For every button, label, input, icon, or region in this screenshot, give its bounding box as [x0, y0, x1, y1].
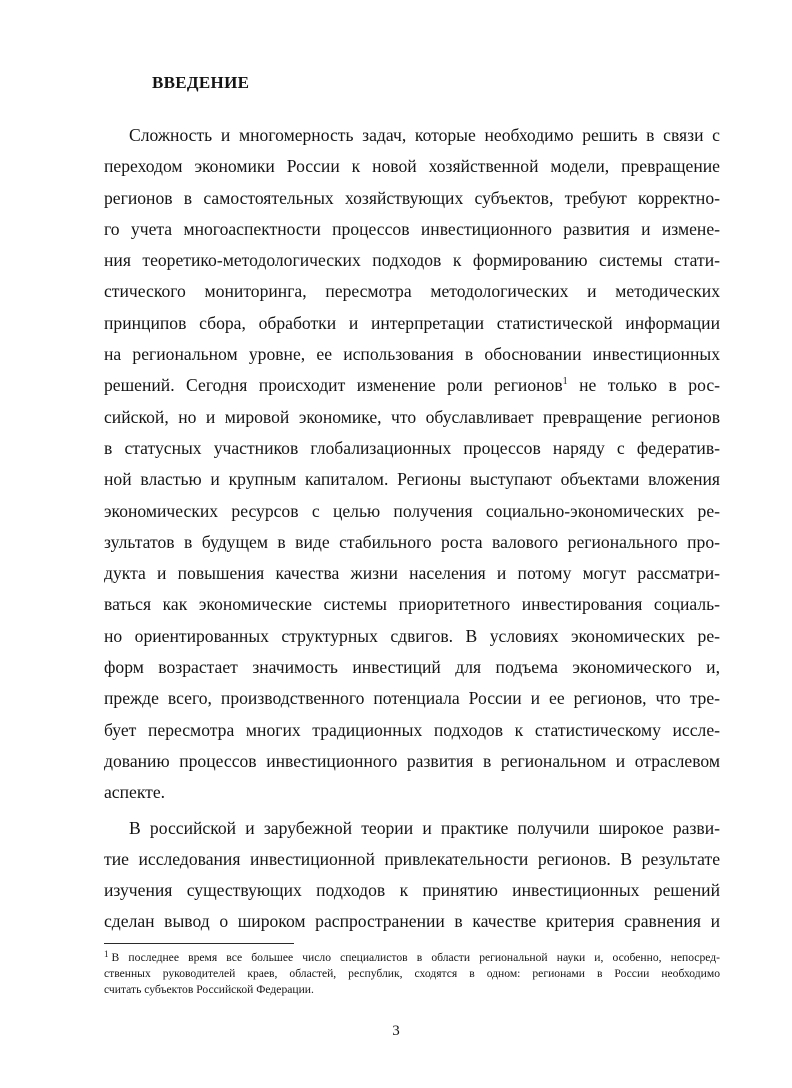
text-line: форм возрастает значимость инвестиций для подъема экономического и, [104, 657, 720, 678]
footnote-line: ственных руководителей краев, областей, республик, сходятся в одном: регионами в России необходимо [104, 967, 720, 980]
text-line-with-footnote [104, 370, 720, 401]
text-line: прежде всего, производственного потенциала России и ее регионов, что тре- [104, 688, 720, 709]
text-line: на региональном уровне, ее использования в обосновании инвестиционных [104, 344, 720, 365]
section-heading: ВВЕДЕНИЕ [152, 73, 250, 92]
text-line: В российской и зарубежной теории и практике получили широкое разви- [129, 817, 720, 838]
paragraph-1 [104, 120, 720, 809]
footnote-line: считать субъектов Российской Федерации. [104, 983, 314, 996]
text-line: но ориентированных структурных сдвигов. В условиях экономических ре- [104, 625, 720, 646]
text-line: го учета многоаспектности процессов инвестиционного развития и измене- [104, 218, 720, 239]
text-line: экономических ресурсов с целью получения социально-экономических ре- [104, 500, 720, 521]
text-line: сийской, но и мировой экономике, что обуславливает превращение регионов [104, 406, 720, 427]
text-line: регионов в самостоятельных хозяйствующих субъектов, требуют корректно- [104, 187, 720, 208]
text-line: зультатов в будущем в виде стабильного роста валового регионального про- [104, 531, 720, 552]
text-line-start: решений. Сегодня происходит изменение роли регионов [104, 375, 563, 396]
text-line-end: не только в рос- [567, 375, 720, 396]
text-line: принципов сбора, обработки и интерпретации статистической информации [104, 312, 720, 333]
text-line: стического мониторинга, пересмотра методологических и методических [104, 281, 720, 302]
text-line: дукта и повышения качества жизни населения и потому могут рассматри- [104, 563, 720, 584]
footnote [104, 950, 720, 998]
text-line: ния теоретико-методологических подходов к формированию системы стати- [104, 250, 720, 271]
footnote-text: В последнее время все большее число специалистов в области региональной науки и, особенно, непосред- [111, 951, 720, 964]
text-line: аспекте. [104, 782, 166, 803]
footnote-separator [104, 943, 294, 944]
text-line: ной властью и крупным капиталом. Регионы выступают объектами вложения [104, 469, 720, 490]
footnote-line [104, 950, 720, 966]
page-number: 3 [392, 1023, 400, 1039]
text-line: бует пересмотра многих традиционных подходов к статистическому иссле- [104, 719, 720, 740]
text-line: сделан вывод о широком распространении в качестве критерия сравнения и [104, 911, 720, 932]
footnote-marker: 1 [104, 949, 109, 959]
text-line: переходом экономики России к новой хозяйственной модели, превращение [104, 156, 720, 177]
text-line: дованию процессов инвестиционного развития в региональном и отраслевом [104, 750, 720, 771]
text-line: тие исследования инвестиционной привлекательности регионов. В результате [104, 848, 720, 869]
footnote-reference[interactable]: 1 [562, 376, 568, 388]
paragraph-2 [104, 813, 720, 938]
text-line: изучения существующих подходов к принятию инвестиционных решений [104, 880, 720, 901]
text-line: Сложность и многомерность задач, которые необходимо решить в связи с [129, 125, 720, 145]
text-line: ваться как экономические системы приоритетного инвестирования социаль- [104, 594, 720, 615]
text-line: в статусных участников глобализационных процессов наряду с федератив- [104, 437, 720, 458]
body-text [104, 120, 720, 938]
